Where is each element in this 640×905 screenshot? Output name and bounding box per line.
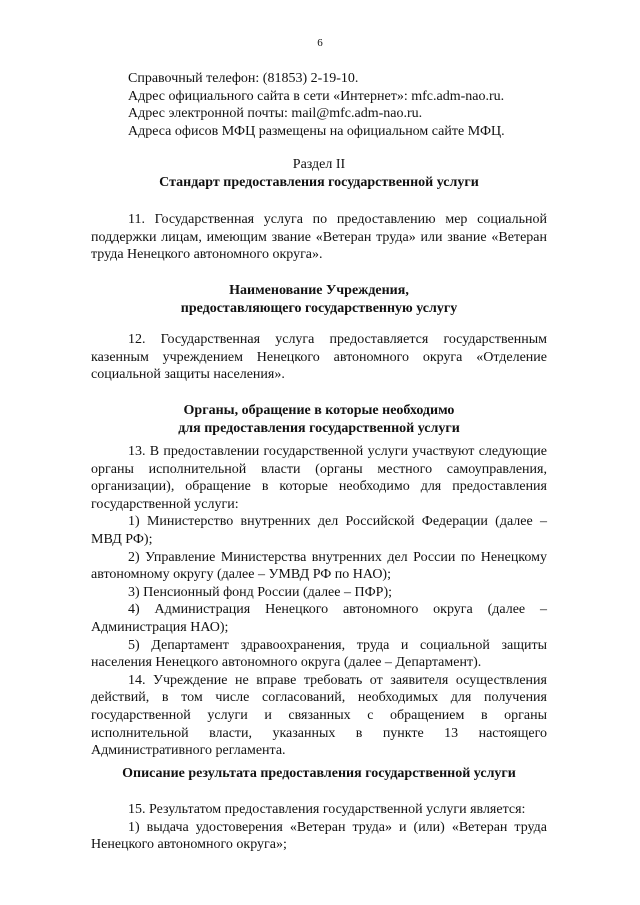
paragraph-13-block xyxy=(91,443,547,760)
paragraph-12-block xyxy=(91,331,547,384)
contact-phone: Справочный телефон: (81853) 2-19-10. xyxy=(128,71,359,86)
section-label: Раздел II xyxy=(292,157,346,172)
contact-offices: Адреса офисов МФЦ размещены на официальном сайте МФЦ. xyxy=(128,123,505,139)
page-number: 6 xyxy=(317,37,323,49)
institution-heading-line-2: предоставляющего государственную услугу xyxy=(180,300,458,316)
contact-website: Адрес официального сайта в сети «Интернет»: mfc.adm-nao.ru. xyxy=(128,88,505,104)
bodies-list-item: 5) Департамент здравоохранения, труда и социальной защиты населения Ненецкого автономного округа (далее – Департамент). xyxy=(91,637,547,671)
paragraph-11: 11. Государственная услуга по предоставлению мер социальной поддержки лицам, имеющим звание «Ветеран труда» или звание «Ветеран труда Ненецкого автономного округа». xyxy=(91,212,547,263)
paragraph-15-block xyxy=(91,801,547,854)
bodies-list-item: 4) Администрация Ненецкого автономного округа (далее – Администрация НАО); xyxy=(91,602,547,635)
bodies-heading-line-2: для предоставления государственной услуги xyxy=(178,420,460,436)
paragraph-15: 15. Результатом предоставления государственной услуги является: xyxy=(128,802,526,817)
bodies-list-item: 2) Управление Министерства внутренних дел России по Ненецкому автономному округу (далее – УМВД РФ по НАО); xyxy=(91,549,547,583)
section-heading xyxy=(91,156,547,191)
bodies-heading xyxy=(91,402,547,437)
bodies-list-item: 3) Пенсионный фонд России (далее – ПФР); xyxy=(128,584,392,600)
result-heading xyxy=(91,765,547,783)
paragraph-14: 14. Учреждение не вправе требовать от заявителя осуществления действий, в том числе согласований, необходимых для получения государственной услуги и связанных с обращением в органы исполнительной власти, указанных в пункте 13 настоящего Административного регламента. xyxy=(91,672,547,759)
paragraph-11-block xyxy=(91,211,547,264)
paragraph-13: 13. В предоставлении государственной услуги участвуют следующие органы исполнительной власти (органы местного самоуправления, организации), обращение в которые необходимо для предоставления государственной услуги: xyxy=(91,444,547,512)
section-title: Стандарт предоставления государственной услуги xyxy=(159,174,479,190)
paragraph-12: 12. Государственная услуга предоставляется государственным казенным учреждением Ненецкого автономного округа «Отделение социальной защиты населения». xyxy=(91,332,547,383)
contact-email: Адрес электронной почты: mail@mfc.adm-nao.ru. xyxy=(128,106,423,122)
result-heading-text: Описание результата предоставления государственной услуги xyxy=(122,766,516,781)
institution-heading xyxy=(91,282,547,317)
contacts-block xyxy=(91,70,547,140)
result-list-item: 1) выдача удостоверения «Ветеран труда» и (или) «Ветеран труда Ненецкого автономного округа»; xyxy=(91,819,547,853)
institution-heading-line-1: Наименование Учреждения, xyxy=(229,283,409,298)
bodies-list-item: 1) Министерство внутренних дел Российской Федерации (далее – МВД РФ); xyxy=(91,514,547,547)
bodies-heading-line-1: Органы, обращение в которые необходимо xyxy=(183,403,455,418)
